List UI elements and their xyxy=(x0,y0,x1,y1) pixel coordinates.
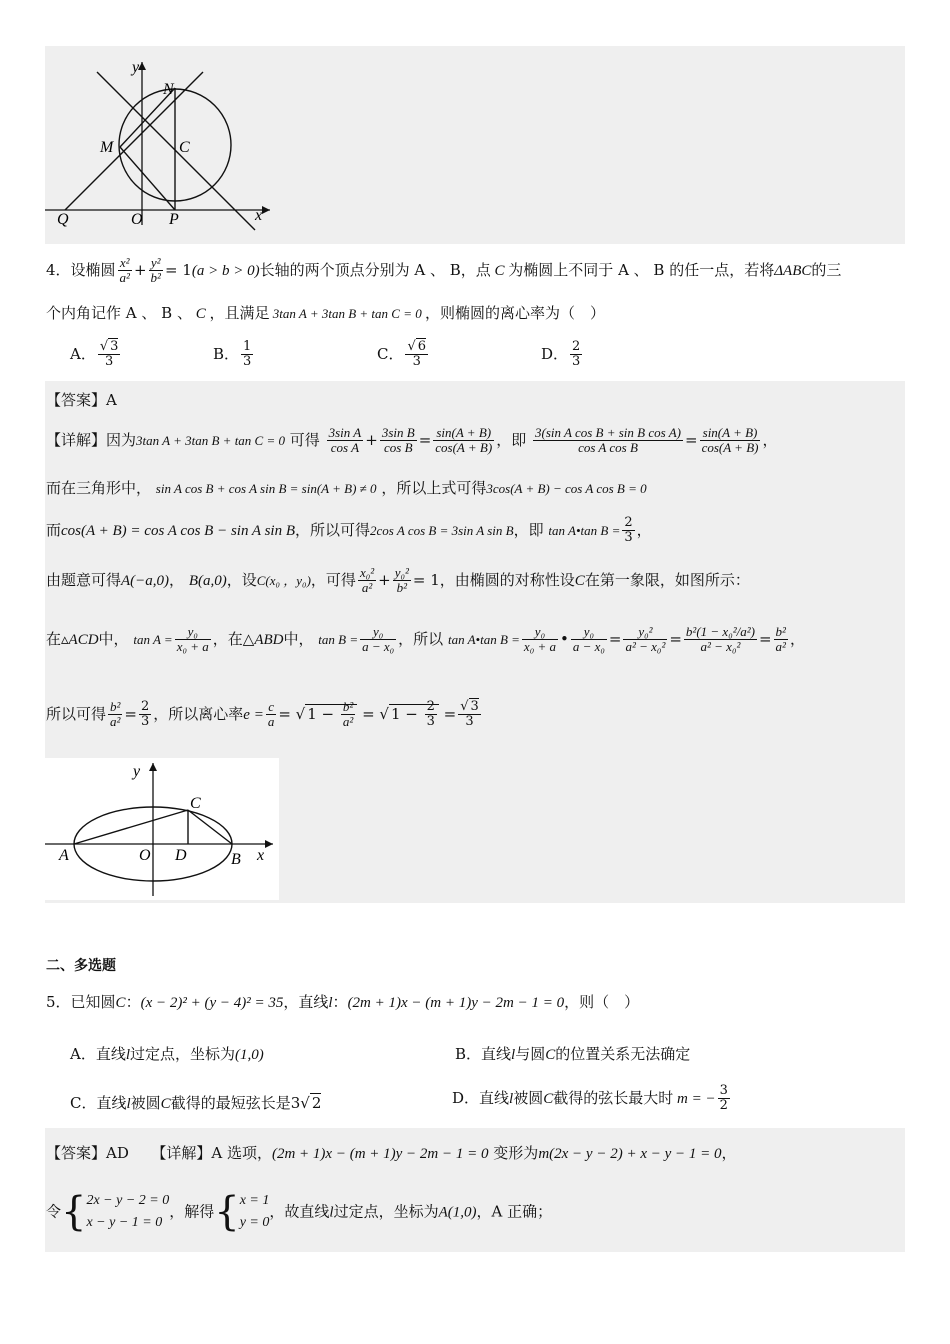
ellipse-figure xyxy=(45,758,279,900)
fig2-label-y: y xyxy=(133,763,141,780)
ans4-line4-prefix: 由题意可得 xyxy=(46,570,122,589)
ans4-line1: 【详解】因为3tan A + 3tan B + tan C = 0 可得 $\frac{\text{3sin A}}{\text{cos A}}$ + $\frac{\text{3sin B}}{\text{cos B}}$ = $\frac{\sin(A + B)}{\cos(A + B)}$ ，即 $\frac{\text{3(sin A cos B + sin B cos A)}}{\text{cos A cos B}}$ = $\frac{\sin(A + B)}{\cos(A + B)}$ ， xyxy=(46,425,778,456)
fig1-label-P: P xyxy=(169,211,179,228)
ans5-ling: 令 xyxy=(46,1202,62,1221)
section2-title: 二、多选题 xyxy=(46,958,116,974)
q5-opt-a-b: 过定点，坐标为 xyxy=(130,1045,236,1063)
fig2-label-A: A xyxy=(59,847,69,864)
q5-opt-c-a: C．直线 xyxy=(70,1094,127,1112)
q4-option-b-label: B． xyxy=(213,344,240,363)
ans5-bianxing: 变形为 xyxy=(493,1144,539,1162)
fig2-label-C: C xyxy=(190,795,201,812)
q4-option-d-label: D． xyxy=(541,344,569,363)
ans5-detail: 【详解】A 选项， xyxy=(158,1144,272,1162)
fig1-label-Q: Q xyxy=(57,211,69,228)
fig2-label-B: B xyxy=(231,851,241,868)
q4-option-d[interactable]: D． $\frac{2}{3}$ xyxy=(541,339,581,370)
fig2-label-O: O xyxy=(139,847,151,864)
q4-line1: 4．设椭圆 $\frac{\text{x²}}{\text{a²}}$ + $\frac{\text{y²}}{\text{b²}}$ = 1(a > b > 0)长轴的两个顶点分别为 A 、 B，点 C 为椭圆上不同于 A 、 B 的任一点，若将ΔABC的三 xyxy=(46,255,842,286)
q4-text3: 为椭圆上不同于 xyxy=(508,260,614,279)
ans4-line5-d: ，所以 xyxy=(398,629,444,648)
q5-number: 5．已知圆 xyxy=(46,993,116,1011)
ans4-ji: ，即 xyxy=(496,430,527,449)
fig1-label-y: y xyxy=(132,59,140,76)
ans5-guzhixian: ，故直线 xyxy=(269,1202,330,1221)
q4-number: 4．设椭圆 xyxy=(46,260,116,279)
ans5-answer: 【答案】AD xyxy=(46,1144,129,1162)
q5-option-a[interactable]: A．直线l过定点，坐标为(1,0) xyxy=(70,1045,264,1063)
ans4-line2-prefix: 而在三角形中， xyxy=(46,479,152,497)
q4-line2: 个内角记作 A 、 B 、 C ，且满足 3tan A + 3tan B + tan C = 0 ，则椭圆的离心率为（ ） xyxy=(46,304,605,322)
q5-option-c[interactable]: C．直线l被圆C截得的最短弦长是3√ 2 xyxy=(70,1094,322,1112)
q4-option-a[interactable]: A． $\frac{√ 3}{3}$ xyxy=(70,339,119,370)
q4-option-a-label: A． xyxy=(70,344,96,363)
q5-opt-a-a: A．直线 xyxy=(70,1045,126,1063)
ans5-line1: 【答案】AD 【详解】A 选项，(2m + 1)x − (m + 1)y − 2m − 1 = 0 变形为m(2x − y − 2) + x − y − 1 = 0， xyxy=(46,1144,737,1162)
q5-opt-c-c: 截得的最短弦长是 xyxy=(170,1094,291,1112)
fig1-label-C: C xyxy=(179,139,190,156)
circle-lines-figure xyxy=(45,50,285,235)
q4-cond: (a > b > 0) xyxy=(191,262,260,279)
q5-line-label: ，直线 xyxy=(283,993,329,1011)
q4-line2c: ，则椭圆的离心率为（ ） xyxy=(424,304,605,322)
q4-option-b[interactable]: B． $\frac{1}{3}$ xyxy=(213,339,252,370)
ans5-correct: ，A 正确； xyxy=(476,1202,553,1221)
q5-option-d[interactable]: D．直线l被圆C截得的弦长最大时 m = − $\frac{3}{2}$ xyxy=(452,1083,728,1114)
q5-opt-b-c: 的位置关系无法确定 xyxy=(555,1045,691,1063)
ans4-detail-prefix: 【详解】因为 xyxy=(46,430,137,449)
q5-opt-b-b: 与圆 xyxy=(515,1045,546,1063)
fig2-label-x: x xyxy=(257,847,265,864)
ans4-line6-prefix: 所以可得 xyxy=(46,704,107,723)
q4-option-c-label: C． xyxy=(377,344,404,363)
q5-tail: ，则（ ） xyxy=(564,993,640,1011)
q5-opt-d-c: 截得的弦长最大时 xyxy=(553,1088,674,1107)
q5-opt-b-a: B．直线 xyxy=(455,1045,512,1063)
q4-text5: 的三 xyxy=(811,260,842,279)
q5-line1: 5．已知圆C：(x − 2)² + (y − 4)² = 35，直线l：(2m + 1)x − (m + 1)y − 2m − 1 = 0，则（ ） xyxy=(46,993,640,1011)
fig1-label-O: O xyxy=(131,211,143,228)
ans5-guoding: 过定点，坐标为 xyxy=(333,1202,439,1221)
q4-line2a: 个内角记作 xyxy=(46,304,122,322)
fig1-label-N: N xyxy=(163,81,174,98)
ans4-line4-c: ，由椭圆的对称性设 xyxy=(439,570,575,589)
q4-text4: 的任一点，若将 xyxy=(669,260,775,279)
q5-option-b[interactable]: B．直线l与圆C的位置关系无法确定 xyxy=(455,1045,691,1063)
ans4-line5: 在▵ACD中， tan A = $\frac{\text{y₀}}{\text{x₀ + a}}$ ，在△ABD中， tan B = $\frac{\text{y₀}}{\text{a − x₀}}$ ，所以 tan A•tan B = $\frac{\text{y₀}}{\text{x₀ + a}}$ • $\frac{\text{y₀}}{\text{a − x₀}}$ = $\frac{\text{y₀²}}{\text{a² − x₀²}}$ = $\frac{\text{b²(1 − x₀²/a²)}}{\text{a² − x₀²}}$ = $\frac{\text{b²}}{\text{a²}}$ ， xyxy=(46,624,805,655)
ans5-line2: 令{ 2x − y − 2 = 0 x − y − 1 = 0 ，解得{ x = 1 y = 0 ，故直线l过定点，坐标为A(1,0)，A 正确； xyxy=(46,1189,553,1236)
fig2-label-D: D xyxy=(175,847,187,864)
q4-text2: ，点 xyxy=(460,260,491,279)
ans4-line5-b: ，在 xyxy=(212,629,243,648)
q4-line2b: ，且满足 xyxy=(209,304,270,322)
q4-text1: 长轴的两个顶点分别为 xyxy=(259,260,410,279)
ans4-line4-b: ，可得 xyxy=(310,570,356,589)
ans4-line3-mid2: ，即 xyxy=(513,520,544,539)
q5-opt-d-b: 被圆 xyxy=(513,1088,544,1107)
ans4-line5-prefix: 在 xyxy=(46,629,62,648)
ans4-line3-prefix: 而 xyxy=(46,520,62,539)
q5-opt-d-a: D．直线 xyxy=(452,1088,510,1107)
ans4-line6-a: ，所以离心率 xyxy=(153,704,244,723)
fig1-label-x: x xyxy=(255,207,263,224)
ans4-line4: 由题意可得A(−a,0)， B(a,0)，设C(x₀ ，y₀)，可得 $\frac{\text{x₀²}}{\text{a²}}$ + $\frac{\text{y₀²}}{\text{b²}}$ = 1，由椭圆的对称性设C在第一象限，如图所示： xyxy=(46,565,750,596)
q4-option-c[interactable]: C． $\frac{√ 6}{3}$ xyxy=(377,339,427,370)
ans4-line4-d: 在第一象限，如图所示： xyxy=(584,570,750,589)
ans4-line3: 而cos(A + B) = cos A cos B − sin A sin B，所以可得2cos A cos B = 3sin A sin B，即 tan A•tan B = $\frac{2}{3}$ ， xyxy=(46,515,652,546)
fig1-label-M: M xyxy=(100,139,114,156)
ans4-can-get: 可得 xyxy=(289,430,320,449)
ans4-line5-c: 中， xyxy=(283,629,314,648)
ans4-line2-mid: ，所以上式可得 xyxy=(381,479,487,497)
ans5-jiede: ，解得 xyxy=(169,1202,215,1221)
ans4-line5-a: 中， xyxy=(98,629,129,648)
q5-opt-c-b: 被圆 xyxy=(130,1094,161,1112)
ans4-answer: 【答案】A xyxy=(46,391,117,409)
ans4-line4-a: ，设 xyxy=(226,570,257,589)
ans4-line3-mid: ，所以可得 xyxy=(295,520,371,539)
ans4-line2: 而在三角形中， sin A cos B + cos A sin B = sin(A + B) ≠ 0 ，所以上式可得3cos(A + B) − cos A cos B = 0 xyxy=(46,479,647,497)
ans4-line6: 所以可得 $\frac{\text{b²}}{\text{a²}}$ = $\frac{2}{3}$ ，所以离心率e = $\frac{c}{a}$ = √ 1 − $\frac{\text{b²}}{\text{a²}}$ = √ 1 − $\frac{2}{3}$ = $\frac{√ 3}{3}$ xyxy=(46,699,479,730)
